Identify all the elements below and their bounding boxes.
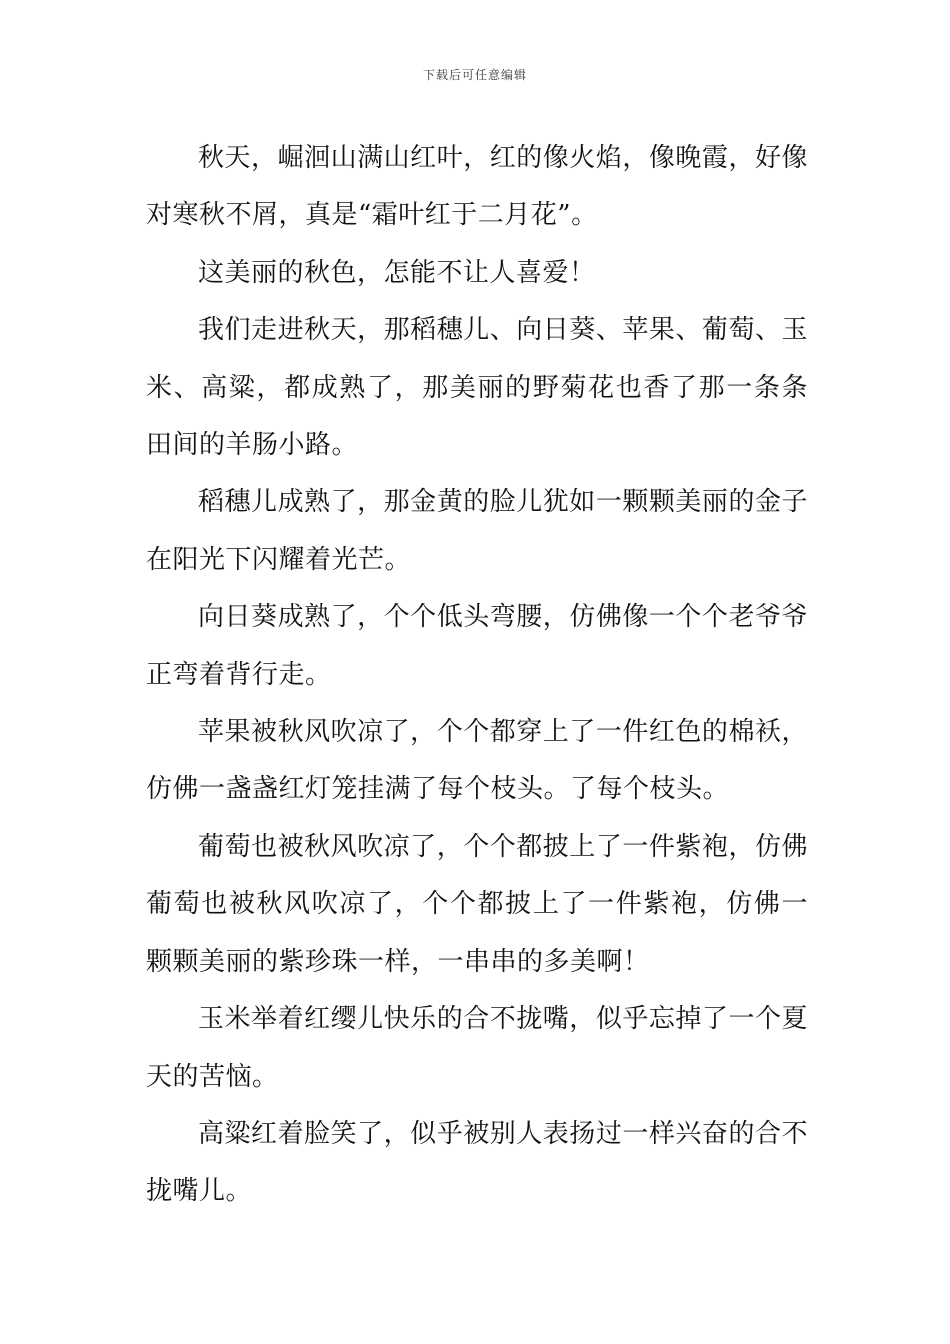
paragraph: 苹果被秋风吹凉了，个个都穿上了一件红色的棉袄，仿佛一盏盏红灯笼挂满了每个枝头。了每个枝头。 bbox=[146, 717, 808, 805]
page-header: 下载后可任意编辑 bbox=[422, 68, 527, 82]
paragraph: 秋天，崛洄山满山红叶，红的像火焰，像晚霞，好像对寒秋不屑，真是“霜叶红于二月花”。 bbox=[146, 143, 808, 231]
document-body bbox=[146, 130, 808, 1221]
paragraph: 这美丽的秋色，怎能不让人喜爱！ bbox=[198, 257, 596, 288]
paragraph: 高粱红着脸笑了，似乎被别人表扬过一样兴奋的合不拢嘴儿。 bbox=[146, 1118, 808, 1207]
paragraph: 葡萄也被秋风吹凉了，个个都披上了一件紫袍，仿佛葡萄也被秋风吹凉了，个个都披上了一件紫袍，仿佛一颗颗美丽的紫珍珠一样，一串串的多美啊！ bbox=[146, 831, 808, 977]
paragraph: 稻穗儿成熟了，那金黄的脸儿犹如一颗颗美丽的金子在阳光下闪耀着光芒。 bbox=[146, 487, 808, 575]
paragraph: 我们走进秋天，那稻穗儿、向日葵、苹果、葡萄、玉米、高粱，都成熟了，那美丽的野菊花也香了那一条条田间的羊肠小路。 bbox=[146, 315, 808, 461]
paragraph: 玉米举着红缨儿快乐的合不拢嘴，似乎忘掉了一个夏天的苦恼。 bbox=[146, 1004, 808, 1092]
paragraph: 向日葵成熟了，个个低头弯腰，仿佛像一个个老爷爷正弯着背行走。 bbox=[146, 602, 808, 690]
